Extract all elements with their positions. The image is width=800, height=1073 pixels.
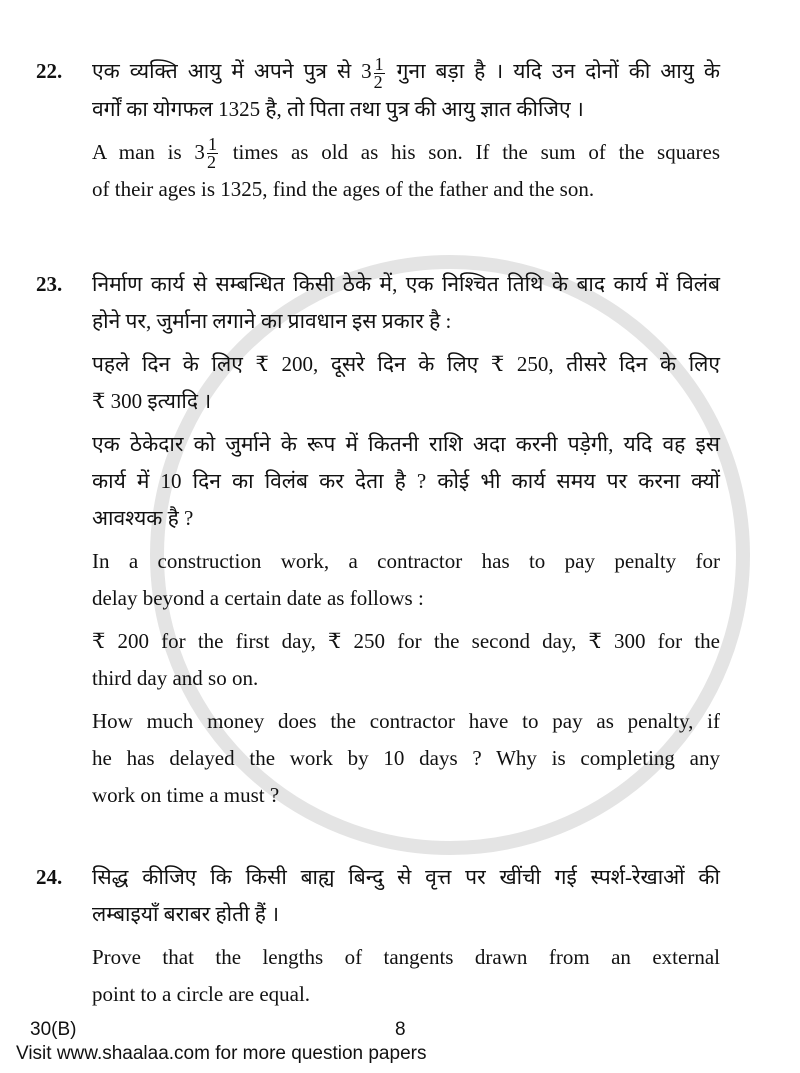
fraction: $\frac{1}{2}$	[206, 134, 217, 173]
q23-line: आवश्यक है ?	[92, 506, 194, 531]
question-23	[0, 266, 720, 814]
q23-line: पहले दिन के लिए ₹ 200, दूसरे दिन के लिए ₹ 250, तीसरे दिन के लिए	[92, 352, 721, 377]
q23-line: In a construction work, a contractor has to pay penalty for	[92, 549, 720, 574]
q23-line: कार्य में 10 दिन का विलंब कर देता है ? कोई भी कार्य समय पर करना क्यों	[92, 469, 720, 494]
footer-row	[0, 1019, 800, 1043]
question-22	[0, 53, 720, 208]
q22-hindi-line-1: एक व्यक्ति आयु में अपने पुत्र से 3 $\frac{1}{2}$ गुना बड़ा है । यदि उन दोनों की आयु के	[92, 53, 721, 92]
q22-english-line-1: A man is 3 $\frac{1}{2}$ times as old as his son. If the sum of the squares	[92, 134, 721, 173]
q23-line: ₹ 300 इत्यादि ।	[92, 389, 212, 414]
q24-line: point to a circle are equal.	[92, 982, 311, 1007]
question-24	[0, 859, 720, 1013]
q24-line: लम्बाइयाँ बराबर होती हैं ।	[92, 902, 280, 927]
q23-line: ₹ 200 for the first day, ₹ 250 for the second day, ₹ 300 for the	[92, 629, 720, 654]
q23-line: निर्माण कार्य से सम्बन्धित किसी ठेके में, एक निश्चित तिथि के बाद कार्य में विलंब	[92, 272, 720, 297]
question-number-24: 24.	[36, 865, 63, 890]
q23-line: होने पर, जुर्माना लगाने का प्रावधान इस प्रकार है :	[92, 309, 452, 334]
q24-line: Prove that the lengths of tangents drawn from an external	[92, 945, 720, 970]
paper-code: 30(B)	[30, 1019, 77, 1041]
q24-line: सिद्ध कीजिए कि किसी बाह्य बिन्दु से वृत्त पर खींची गई स्पर्श-रेखाओं की	[92, 865, 720, 890]
q23-line: How much money does the contractor have to pay as penalty, if	[92, 709, 720, 734]
q22-hindi-line-2: वर्गों का योगफल 1325 है, तो पिता तथा पुत्र की आयु ज्ञात कीजिए ।	[92, 96, 584, 121]
q22-english-line-2: of their ages is 1325, find the ages of the father and the son.	[92, 177, 595, 202]
q23-line: work on time a must ?	[92, 783, 280, 808]
question-number-22: 22.	[36, 59, 63, 83]
visit-link[interactable]: Visit www.shaalaa.com for more question papers	[16, 1043, 427, 1065]
q23-line: third day and so on.	[92, 666, 259, 691]
q23-line: he has delayed the work by 10 days ? Why is completing any	[92, 746, 720, 771]
question-number-23: 23.	[36, 272, 63, 297]
q23-line: delay beyond a certain date as follows :	[92, 586, 424, 611]
page-number: 8	[395, 1019, 406, 1041]
q23-line: एक ठेकेदार को जुर्माने के रूप में कितनी राशि अदा करनी पड़ेगी, यदि वह इस	[92, 432, 720, 457]
fraction: $\frac{1}{2}$	[373, 53, 384, 92]
